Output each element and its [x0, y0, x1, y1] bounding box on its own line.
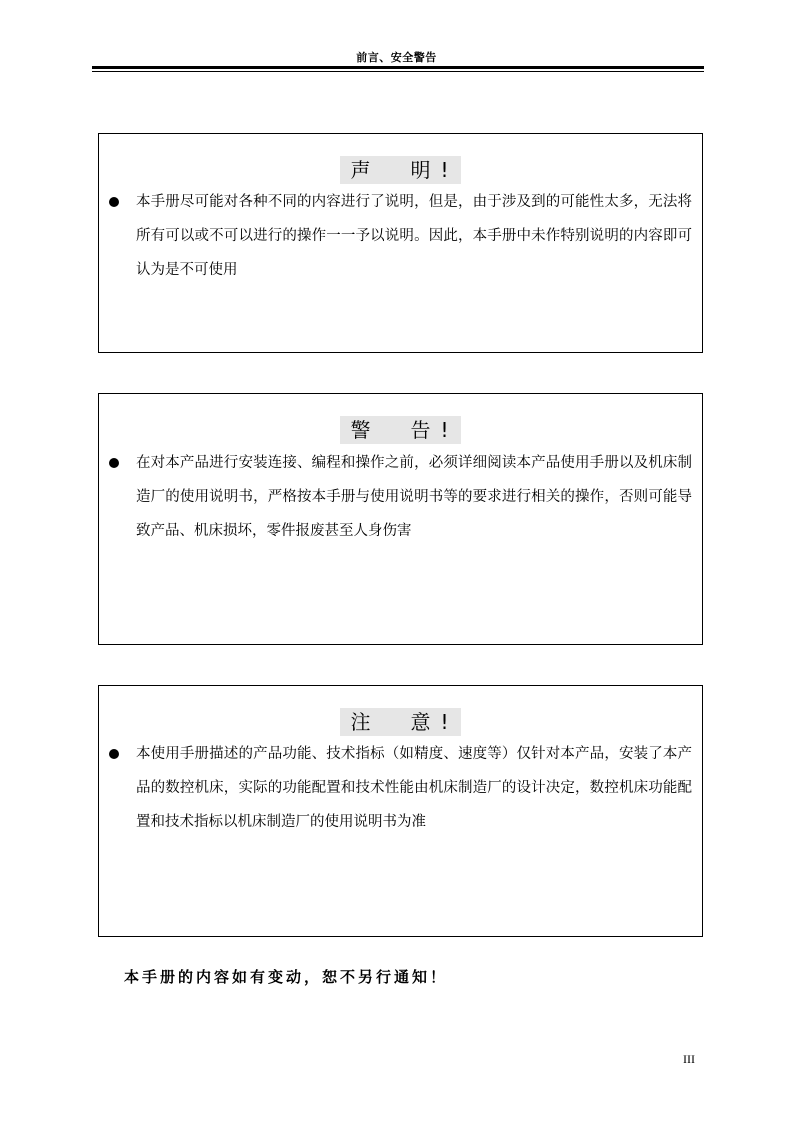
caution-heading: 注 意!	[340, 708, 460, 736]
bullet-icon	[109, 749, 119, 759]
warning-heading-wrap	[99, 416, 702, 444]
caution-box	[98, 685, 703, 937]
page-header-title: 前言、安全警告	[356, 51, 437, 64]
header-rule-thin	[92, 71, 704, 72]
warning-box	[98, 393, 703, 645]
header-rule-thick	[92, 66, 704, 69]
statement-text: 本手册尽可能对各种不同的内容进行了说明，但是，由于涉及到的可能性太多，无法将所有可以或不可以进行的操作一一予以说明。因此，本手册中未作特别说明的内容即可认为是不可使用	[136, 194, 692, 278]
statement-heading-wrap	[99, 156, 702, 184]
caution-text: 本使用手册描述的产品功能、技术指标（如精度、速度等）仅针对本产品，安装了本产品的数控机床，实际的功能配置和技术性能由机床制造厂的设计决定，数控机床功能配置和技术指标以机床制造厂的使用说明书为准	[136, 746, 692, 830]
bullet-icon	[109, 458, 119, 468]
warning-text: 在对本产品进行安装连接、编程和操作之前，必须详细阅读本产品使用手册以及机床制造厂的使用说明书，严格按本手册与使用说明书等的要求进行相关的操作，否则可能导致产品、机床损坏，零件报废甚至人身伤害	[136, 455, 692, 539]
change-notice: 本手册的内容如有变动，恕不另行通知！	[124, 968, 449, 986]
statement-heading: 声 明!	[340, 156, 460, 184]
caution-heading-wrap	[99, 708, 702, 736]
bullet-icon	[109, 197, 119, 207]
page-number: III	[683, 1052, 695, 1066]
warning-heading: 警 告!	[340, 416, 460, 444]
statement-box	[98, 133, 703, 353]
